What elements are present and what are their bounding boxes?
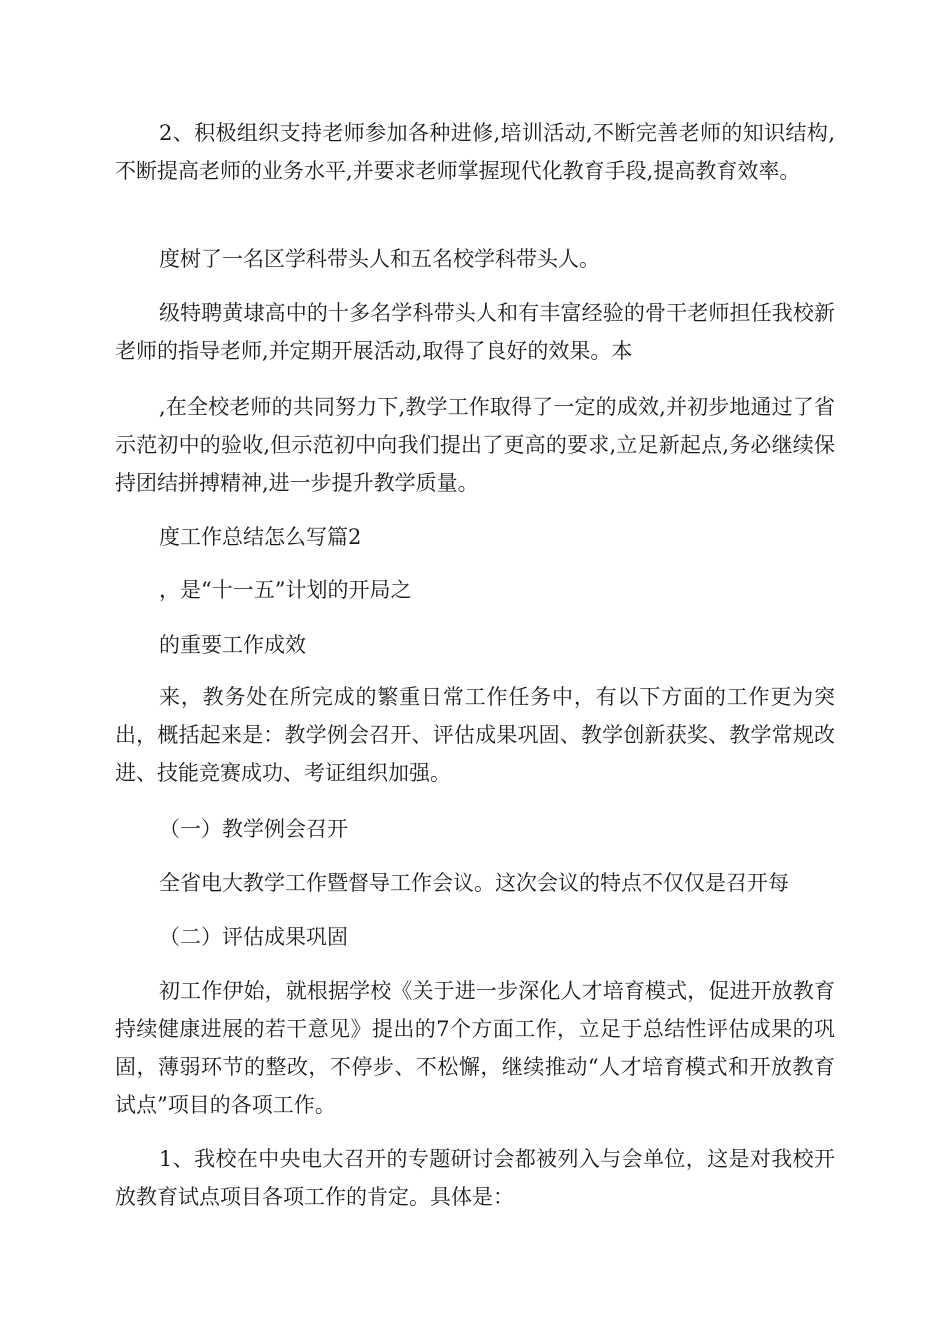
paragraph-results-title: 的重要工作成效	[159, 633, 306, 657]
paragraph-training: 2、积极组织支持老师参加各种进修,培训活动,不断完善老师的知识结构,不断提高老师的业务水平,并要求老师掌握现代化教育手段,提高教育效率。	[115, 121, 835, 183]
paragraph-subject-leaders: 度树了一名区学科带头人和五名校学科带头人。	[159, 247, 600, 271]
paragraph-meeting: 全省电大教学工作暨督导工作会议。这次会议的特点不仅仅是召开每	[159, 871, 789, 895]
paragraph-seminar: 1、我校在中央电大召开的专题研讨会都被列入与会单位，这是对我校开放教育试点项目各项工作的肯定。具体是：	[115, 1147, 835, 1209]
paragraph-evaluation: 初工作伊始，就根据学校《关于进一步深化人才培育模式，促进开放教育持续健康进展的若干意见》提出的7个方面工作，立足于总结性评估成果的巩固，薄弱环节的整改，不停步、不松懈，继续推动“人才培育模式和开放教育试点”项目的各项工作。	[115, 979, 835, 1117]
paragraph-summary: 来，教务处在所完成的繁重日常工作任务中，有以下方面的工作更为突出，概括起来是：教学例会召开、评估成果巩固、教学创新获奖、教学常规改进、技能竞赛成功、考证组织加强。	[115, 685, 835, 785]
subheading-evaluation: （二）评估成果巩固	[159, 925, 348, 949]
paragraph-mentors: 级特聘黄埭高中的十多名学科带头人和有丰富经验的骨干老师担任我校新老师的指导老师,并定期开展活动,取得了良好的效果。本	[115, 301, 835, 363]
paragraph-plan-start: ，是“十一五”计划的开局之	[159, 578, 412, 602]
subheading-meeting: （一）教学例会召开	[159, 817, 348, 841]
paragraph-achievements: ,在全校老师的共同努力下,教学工作取得了一定的成效,并初步地通过了省示范初中的验收,但示范初中向我们提出了更高的要求,立足新起点,务必继续保持团结拼搏精神,进一步提升教学质量。	[115, 395, 835, 495]
section-heading-part2: 度工作总结怎么写篇2	[159, 525, 362, 549]
